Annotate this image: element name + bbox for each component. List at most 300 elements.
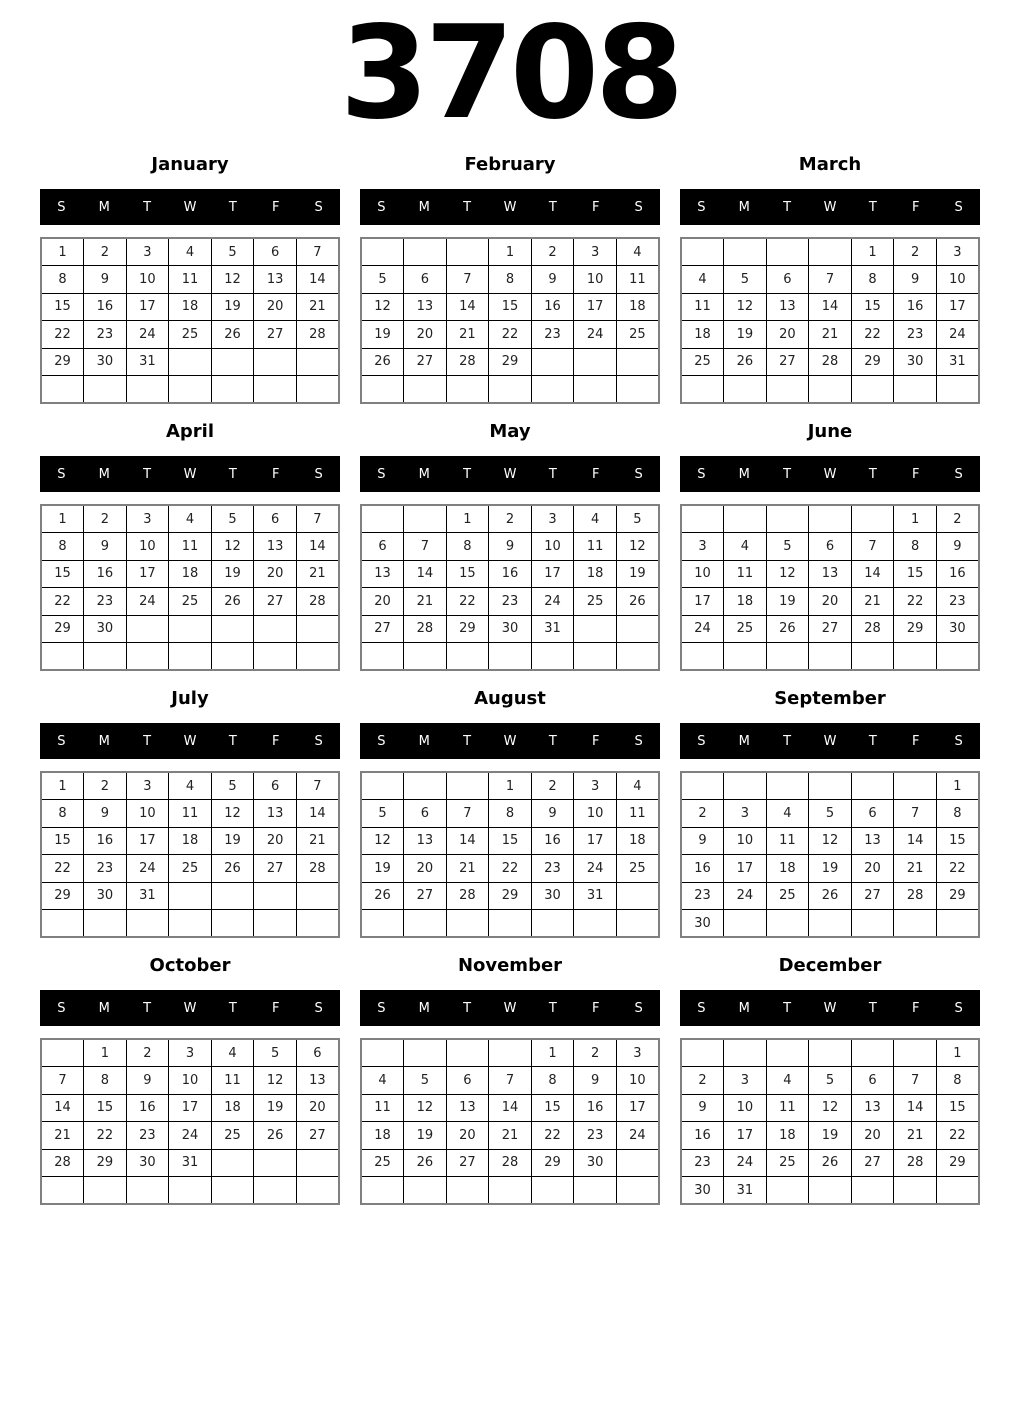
month-title: December (778, 955, 882, 976)
day-cell: 25 (616, 321, 659, 349)
day-cell: 2 (574, 1039, 617, 1067)
day-cell: 24 (126, 588, 169, 616)
weekday-label: M (418, 1000, 430, 1016)
month-dates-body (41, 238, 339, 403)
day-cell: 26 (361, 348, 404, 376)
day-cell: 10 (531, 533, 574, 561)
day-cell: 7 (296, 772, 339, 800)
week-row (41, 293, 339, 321)
day-cell: 24 (936, 321, 979, 349)
empty-day-cell (404, 1177, 447, 1205)
day-cell: 19 (404, 1122, 447, 1150)
day-cell: 18 (766, 855, 809, 883)
empty-day-cell (851, 910, 894, 938)
day-cell: 9 (84, 800, 127, 828)
empty-day-cell (361, 772, 404, 800)
weekday-label: F (271, 466, 280, 482)
weekday-label: S (377, 1000, 386, 1016)
empty-day-cell (489, 376, 532, 404)
month-dates-table (40, 237, 340, 404)
empty-day-cell (724, 376, 767, 404)
day-cell: 2 (84, 505, 127, 533)
day-cell: 30 (681, 910, 724, 938)
day-cell: 20 (851, 855, 894, 883)
empty-day-cell (489, 643, 532, 671)
weekday-label: T (868, 1000, 877, 1016)
week-row (361, 772, 659, 800)
weekday-label: M (98, 466, 110, 482)
day-cell: 23 (574, 1122, 617, 1150)
month-block-october (40, 955, 340, 1205)
empty-day-cell (404, 1039, 447, 1067)
day-cell: 2 (531, 238, 574, 266)
empty-day-cell (766, 1177, 809, 1205)
day-cell: 15 (446, 560, 489, 588)
empty-day-cell (681, 643, 724, 671)
week-row (41, 643, 339, 671)
day-cell: 22 (489, 855, 532, 883)
day-cell: 20 (254, 293, 297, 321)
day-cell: 4 (211, 1039, 254, 1067)
day-cell: 1 (936, 1039, 979, 1067)
day-cell: 25 (681, 348, 724, 376)
weekday-label: T (228, 733, 237, 749)
empty-day-cell (211, 376, 254, 404)
day-cell: 1 (41, 238, 84, 266)
week-row (361, 615, 659, 643)
empty-day-cell (126, 376, 169, 404)
day-cell: 26 (211, 321, 254, 349)
day-cell: 8 (894, 533, 937, 561)
month-dates-body (681, 238, 979, 403)
day-cell: 23 (84, 855, 127, 883)
weekday-label: T (143, 466, 152, 482)
day-cell: 29 (446, 615, 489, 643)
month-block-february (360, 154, 660, 404)
empty-day-cell (361, 643, 404, 671)
week-row (681, 800, 979, 828)
weekday-label: T (143, 199, 152, 215)
day-cell: 24 (126, 321, 169, 349)
day-cell: 21 (894, 855, 937, 883)
day-cell: 10 (126, 266, 169, 294)
weekday-header-row (680, 723, 980, 759)
day-cell: 4 (724, 533, 767, 561)
month-title: June (807, 421, 853, 442)
day-cell: 22 (446, 588, 489, 616)
day-cell: 21 (296, 293, 339, 321)
day-cell: 25 (169, 855, 212, 883)
week-row (681, 1039, 979, 1067)
weekday-header-row (680, 189, 980, 225)
day-cell: 28 (894, 882, 937, 910)
day-cell: 7 (851, 533, 894, 561)
weekday-label: M (418, 733, 430, 749)
empty-day-cell (489, 1177, 532, 1205)
day-cell: 3 (574, 238, 617, 266)
week-row (681, 1177, 979, 1205)
empty-day-cell (681, 772, 724, 800)
empty-day-cell (766, 238, 809, 266)
day-cell: 20 (254, 560, 297, 588)
empty-day-cell (531, 348, 574, 376)
empty-day-cell (616, 348, 659, 376)
empty-day-cell (404, 772, 447, 800)
month-dates-table (360, 237, 660, 404)
month-dates-table (680, 1038, 980, 1205)
day-cell: 23 (84, 321, 127, 349)
day-cell: 21 (446, 855, 489, 883)
month-title: September (774, 688, 886, 709)
day-cell: 2 (936, 505, 979, 533)
day-cell: 20 (809, 588, 852, 616)
weekday-label: T (463, 733, 472, 749)
empty-day-cell (574, 643, 617, 671)
week-row (681, 827, 979, 855)
empty-day-cell (296, 643, 339, 671)
week-row (41, 1094, 339, 1122)
empty-day-cell (84, 1177, 127, 1205)
day-cell: 13 (446, 1094, 489, 1122)
empty-day-cell (41, 1039, 84, 1067)
day-cell: 6 (254, 772, 297, 800)
day-cell: 7 (489, 1067, 532, 1095)
weekday-label: S (634, 466, 643, 482)
day-cell: 30 (574, 1149, 617, 1177)
day-cell: 15 (936, 827, 979, 855)
week-row (41, 615, 339, 643)
day-cell: 9 (531, 800, 574, 828)
day-cell: 22 (531, 1122, 574, 1150)
weekday-label: T (783, 466, 792, 482)
day-cell: 16 (84, 560, 127, 588)
day-cell: 29 (489, 348, 532, 376)
day-cell: 18 (766, 1122, 809, 1150)
month-dates-body (681, 1039, 979, 1204)
day-cell: 25 (766, 882, 809, 910)
day-cell: 25 (616, 855, 659, 883)
weekday-label: F (911, 1000, 920, 1016)
empty-day-cell (169, 348, 212, 376)
day-cell: 23 (531, 321, 574, 349)
weekday-label: S (954, 466, 963, 482)
day-cell: 7 (296, 505, 339, 533)
weekday-label: F (591, 466, 600, 482)
week-row (361, 321, 659, 349)
day-cell: 14 (446, 827, 489, 855)
day-cell: 26 (809, 1149, 852, 1177)
weekday-label: W (183, 733, 197, 749)
week-row (361, 293, 659, 321)
weekday-label: T (548, 466, 557, 482)
weekday-label: W (503, 1000, 517, 1016)
day-cell: 16 (531, 293, 574, 321)
empty-day-cell (616, 1149, 659, 1177)
month-dates-body (41, 1039, 339, 1204)
empty-day-cell (809, 643, 852, 671)
day-cell: 30 (936, 615, 979, 643)
weekday-label: S (697, 466, 706, 482)
weekday-label: S (314, 733, 323, 749)
day-cell: 15 (894, 560, 937, 588)
weekday-label: W (183, 1000, 197, 1016)
empty-day-cell (681, 376, 724, 404)
day-cell: 24 (574, 855, 617, 883)
empty-day-cell (404, 376, 447, 404)
day-cell: 14 (296, 533, 339, 561)
day-cell: 9 (489, 533, 532, 561)
day-cell: 2 (681, 1067, 724, 1095)
weekday-header-row (360, 456, 660, 492)
day-cell: 2 (489, 505, 532, 533)
day-cell: 29 (41, 348, 84, 376)
empty-day-cell (531, 1177, 574, 1205)
day-cell: 3 (126, 505, 169, 533)
day-cell: 13 (851, 827, 894, 855)
day-cell: 28 (296, 321, 339, 349)
empty-day-cell (851, 1177, 894, 1205)
day-cell: 24 (531, 588, 574, 616)
week-row (41, 1067, 339, 1095)
day-cell: 24 (126, 855, 169, 883)
day-cell: 5 (724, 266, 767, 294)
day-cell: 5 (809, 800, 852, 828)
weekday-header-row (360, 990, 660, 1026)
day-cell: 11 (766, 827, 809, 855)
month-dates-table (40, 504, 340, 671)
day-cell: 16 (84, 293, 127, 321)
day-cell: 7 (809, 266, 852, 294)
day-cell: 25 (574, 588, 617, 616)
week-row (41, 1149, 339, 1177)
weekday-label: M (738, 466, 750, 482)
weekday-label: T (548, 733, 557, 749)
empty-day-cell (851, 772, 894, 800)
day-cell: 7 (404, 533, 447, 561)
weekday-label: T (548, 199, 557, 215)
week-row (361, 266, 659, 294)
day-cell: 26 (616, 588, 659, 616)
empty-day-cell (361, 376, 404, 404)
day-cell: 29 (936, 1149, 979, 1177)
weekday-label: W (183, 199, 197, 215)
empty-day-cell (126, 643, 169, 671)
empty-day-cell (296, 882, 339, 910)
empty-day-cell (809, 505, 852, 533)
empty-day-cell (254, 1149, 297, 1177)
empty-day-cell (766, 910, 809, 938)
day-cell: 5 (361, 266, 404, 294)
day-cell: 8 (489, 266, 532, 294)
empty-day-cell (531, 643, 574, 671)
week-row (361, 505, 659, 533)
weekday-label: F (911, 199, 920, 215)
day-cell: 28 (446, 348, 489, 376)
day-cell: 5 (404, 1067, 447, 1095)
day-cell: 11 (724, 560, 767, 588)
empty-day-cell (616, 615, 659, 643)
day-cell: 17 (724, 1122, 767, 1150)
day-cell: 29 (84, 1149, 127, 1177)
day-cell: 5 (211, 238, 254, 266)
weekday-label: W (183, 466, 197, 482)
day-cell: 7 (894, 800, 937, 828)
weekday-label: T (868, 199, 877, 215)
weekday-label: M (98, 199, 110, 215)
weekday-label: M (98, 733, 110, 749)
month-title: August (474, 688, 546, 709)
day-cell: 30 (126, 1149, 169, 1177)
day-cell: 23 (489, 588, 532, 616)
weekday-label: F (271, 733, 280, 749)
month-block-march (680, 154, 980, 404)
week-row (681, 266, 979, 294)
day-cell: 2 (84, 238, 127, 266)
day-cell: 13 (254, 800, 297, 828)
day-cell: 3 (531, 505, 574, 533)
day-cell: 3 (724, 800, 767, 828)
day-cell: 24 (169, 1122, 212, 1150)
day-cell: 18 (169, 827, 212, 855)
weekday-label: W (823, 199, 837, 215)
week-row (681, 238, 979, 266)
weekday-label: S (377, 199, 386, 215)
day-cell: 8 (84, 1067, 127, 1095)
day-cell: 31 (936, 348, 979, 376)
weekday-label: T (228, 466, 237, 482)
day-cell: 17 (574, 827, 617, 855)
day-cell: 25 (211, 1122, 254, 1150)
day-cell: 18 (724, 588, 767, 616)
weekday-label: T (783, 199, 792, 215)
week-row (681, 643, 979, 671)
month-block-july (40, 688, 340, 938)
day-cell: 5 (361, 800, 404, 828)
day-cell: 12 (724, 293, 767, 321)
week-row (361, 238, 659, 266)
empty-day-cell (446, 643, 489, 671)
day-cell: 20 (361, 588, 404, 616)
empty-day-cell (404, 643, 447, 671)
empty-day-cell (851, 643, 894, 671)
day-cell: 25 (724, 615, 767, 643)
month-title: February (464, 154, 556, 175)
day-cell: 17 (574, 293, 617, 321)
empty-day-cell (254, 882, 297, 910)
day-cell: 8 (41, 800, 84, 828)
day-cell: 6 (446, 1067, 489, 1095)
weekday-label: W (503, 199, 517, 215)
weekday-label: M (98, 1000, 110, 1016)
day-cell: 27 (296, 1122, 339, 1150)
day-cell: 19 (361, 321, 404, 349)
empty-day-cell (724, 910, 767, 938)
day-cell: 18 (574, 560, 617, 588)
day-cell: 11 (616, 800, 659, 828)
weekday-header-row (40, 189, 340, 225)
day-cell: 10 (936, 266, 979, 294)
day-cell: 12 (766, 560, 809, 588)
week-row (41, 376, 339, 404)
day-cell: 4 (169, 238, 212, 266)
week-row (681, 910, 979, 938)
day-cell: 9 (84, 266, 127, 294)
weekday-label: T (463, 1000, 472, 1016)
day-cell: 22 (936, 855, 979, 883)
day-cell: 17 (126, 293, 169, 321)
day-cell: 2 (894, 238, 937, 266)
empty-day-cell (616, 910, 659, 938)
empty-day-cell (169, 376, 212, 404)
month-dates-body (361, 505, 659, 670)
day-cell: 3 (169, 1039, 212, 1067)
empty-day-cell (446, 910, 489, 938)
week-row (41, 882, 339, 910)
weekday-label: S (57, 733, 66, 749)
day-cell: 7 (894, 1067, 937, 1095)
day-cell: 11 (169, 800, 212, 828)
day-cell: 10 (126, 800, 169, 828)
day-cell: 13 (361, 560, 404, 588)
empty-day-cell (724, 238, 767, 266)
day-cell: 10 (574, 266, 617, 294)
day-cell: 27 (254, 855, 297, 883)
empty-day-cell (766, 643, 809, 671)
day-cell: 4 (169, 772, 212, 800)
day-cell: 28 (404, 615, 447, 643)
day-cell: 15 (531, 1094, 574, 1122)
weekday-label: S (314, 1000, 323, 1016)
day-cell: 7 (296, 238, 339, 266)
empty-day-cell (936, 910, 979, 938)
day-cell: 6 (254, 238, 297, 266)
weekday-label: S (57, 1000, 66, 1016)
empty-day-cell (724, 505, 767, 533)
week-row (361, 1039, 659, 1067)
empty-day-cell (809, 376, 852, 404)
empty-day-cell (254, 643, 297, 671)
empty-day-cell (766, 376, 809, 404)
empty-day-cell (531, 910, 574, 938)
day-cell: 20 (404, 855, 447, 883)
day-cell: 6 (851, 1067, 894, 1095)
empty-day-cell (936, 376, 979, 404)
day-cell: 17 (724, 855, 767, 883)
day-cell: 12 (211, 266, 254, 294)
day-cell: 21 (894, 1122, 937, 1150)
empty-day-cell (894, 1039, 937, 1067)
empty-day-cell (894, 910, 937, 938)
day-cell: 8 (936, 800, 979, 828)
day-cell: 20 (766, 321, 809, 349)
empty-day-cell (404, 505, 447, 533)
day-cell: 6 (851, 800, 894, 828)
day-cell: 12 (616, 533, 659, 561)
week-row (361, 533, 659, 561)
day-cell: 14 (41, 1094, 84, 1122)
day-cell: 12 (361, 293, 404, 321)
empty-day-cell (84, 376, 127, 404)
day-cell: 19 (361, 855, 404, 883)
month-dates-table (680, 771, 980, 938)
day-cell: 14 (489, 1094, 532, 1122)
weekday-header-row (40, 990, 340, 1026)
day-cell: 13 (404, 293, 447, 321)
day-cell: 4 (361, 1067, 404, 1095)
day-cell: 15 (851, 293, 894, 321)
empty-day-cell (211, 910, 254, 938)
day-cell: 23 (936, 588, 979, 616)
